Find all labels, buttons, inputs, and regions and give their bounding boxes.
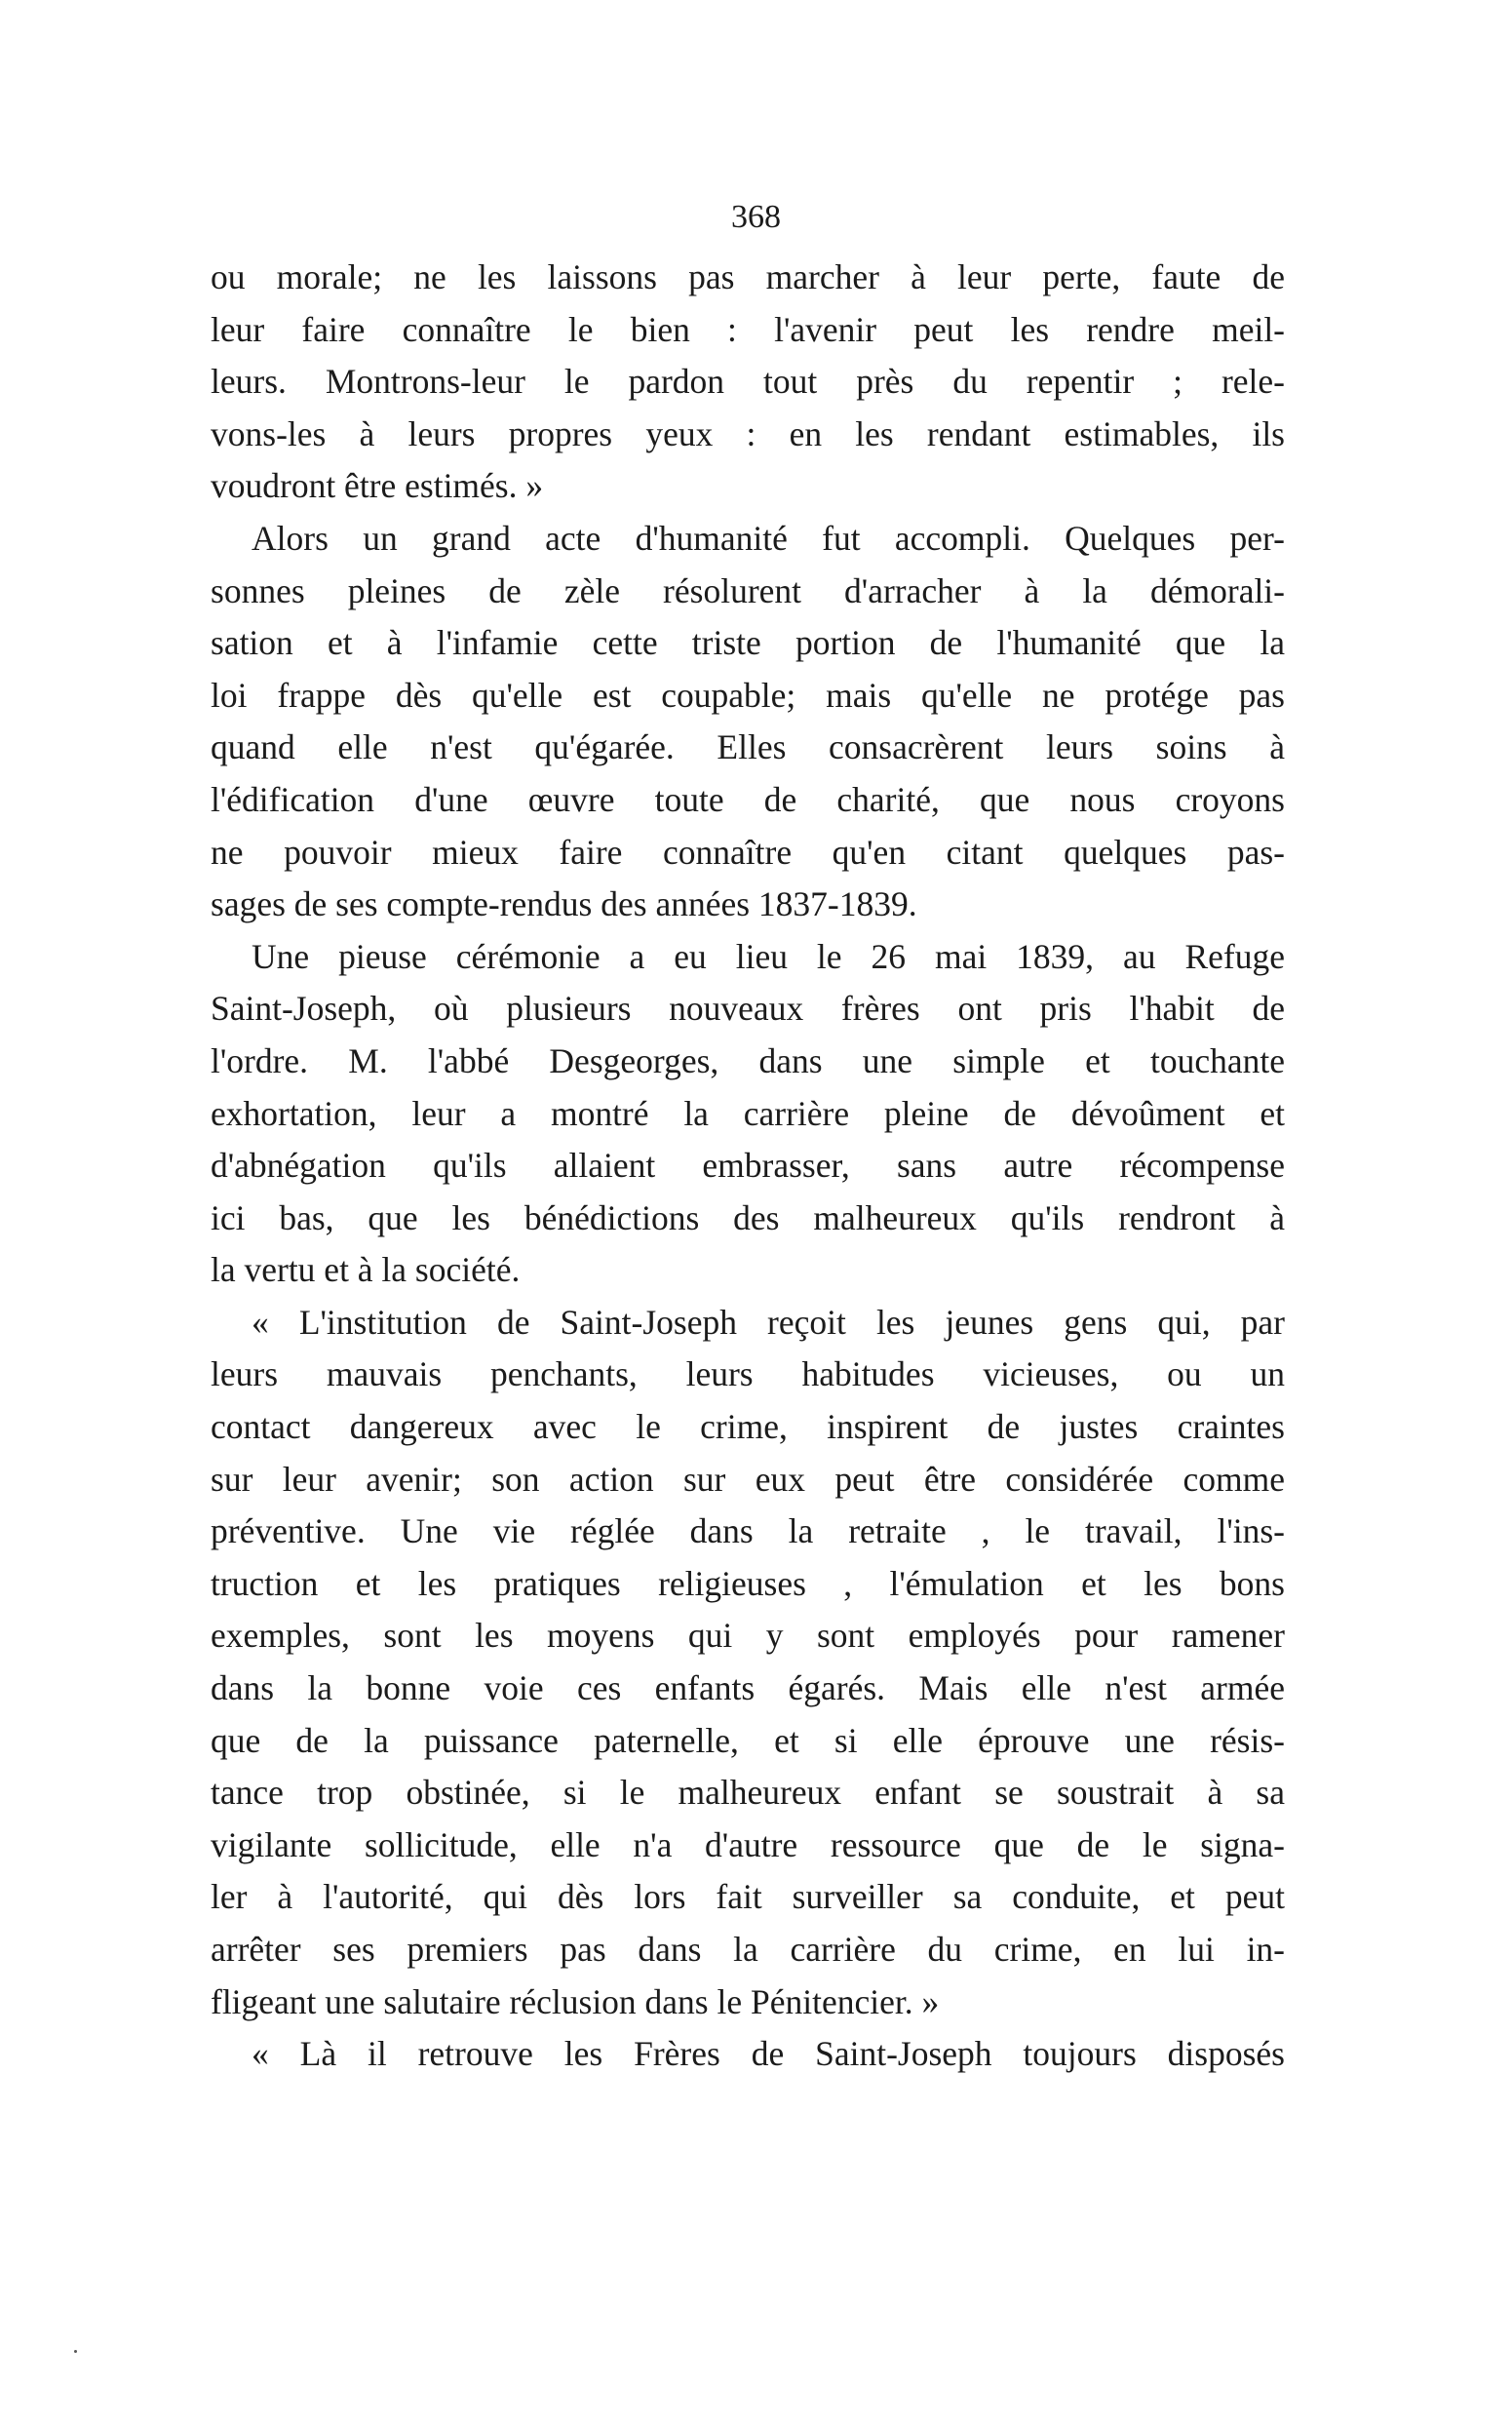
text-line: dans la bonne voie ces enfants égarés. Mais elle n'est armée [211, 1668, 1285, 1708]
text-line: contact dangereux avec le crime, inspirent de justes craintes [211, 1407, 1285, 1447]
text-line: leur faire connaître le bien : l'avenir peut les rendre meil- [211, 309, 1285, 349]
text-line: Alors un grand acte d'humanité fut accompli. Quelques per- [252, 518, 1285, 558]
text-line: sages de ses compte-rendus des années 1837-1839. [211, 884, 917, 924]
text-line: leurs mauvais penchants, leurs habitudes vicieuses, ou un [211, 1354, 1285, 1394]
text-line: ler à l'autorité, qui dès lors fait surveiller sa conduite, et peut [211, 1877, 1285, 1917]
text-line: Saint-Joseph, où plusieurs nouveaux frères ont pris l'habit de [211, 989, 1285, 1029]
text-line: tance trop obstinée, si le malheureux enfant se soustrait à sa [211, 1773, 1285, 1813]
text-line: ou morale; ne les laissons pas marcher à leur perte, faute de [211, 257, 1285, 296]
text-line: l'édification d'une œuvre toute de charité, que nous croyons [211, 779, 1285, 819]
text-line: quand elle n'est qu'égarée. Elles consacrèrent leurs soins à [211, 727, 1285, 767]
text-line: exhortation, leur a montré la carrière pleine de dévoûment et [211, 1093, 1285, 1133]
text-line: d'abnégation qu'ils allaient embrasser, sans autre récompense [211, 1146, 1285, 1186]
text-line: sonnes pleines de zèle résolurent d'arracher à la démorali- [211, 570, 1285, 610]
text-line: vons-les à leurs propres yeux : en les rendant estimables, ils [211, 413, 1285, 453]
text-line: préventive. Une vie réglée dans la retraite , le travail, l'ins- [211, 1511, 1285, 1551]
paper-speck [74, 2350, 77, 2353]
text-line: leurs. Montrons-leur le pardon tout près du repentir ; rele- [211, 362, 1285, 402]
text-line: ici bas, que les bénédictions des malheureux qu'ils rendront à [211, 1197, 1285, 1237]
text-line: « L'institution de Saint-Joseph reçoit les jeunes gens qui, par [252, 1302, 1285, 1342]
text-line: loi frappe dès qu'elle est coupable; mais qu'elle ne protége pas [211, 675, 1285, 715]
text-line: ne pouvoir mieux faire connaître qu'en citant quelques pas- [211, 832, 1285, 872]
text-line: l'ordre. M. l'abbé Desgeorges, dans une simple et touchante [211, 1040, 1285, 1080]
text-line: exemples, sont les moyens qui y sont employés pour ramener [211, 1616, 1285, 1656]
text-line: truction et les pratiques religieuses , l'émulation et les bons [211, 1563, 1285, 1603]
body-text [211, 252, 1285, 2081]
text-line: arrêter ses premiers pas dans la carrière du crime, en lui in- [211, 1930, 1285, 1969]
text-line: Une pieuse cérémonie a eu lieu le 26 mai 1839, au Refuge [252, 936, 1285, 976]
text-line: vigilante sollicitude, elle n'a d'autre ressource que de le signa- [211, 1824, 1285, 1864]
page-number: 368 [731, 199, 781, 235]
text-line: voudront être estimés. » [211, 466, 544, 506]
text-line: sation et à l'infamie cette triste portion de l'humanité que la [211, 623, 1285, 663]
text-line: « Là il retrouve les Frères de Saint-Joseph toujours disposés [252, 2034, 1285, 2074]
text-line: fligeant une salutaire réclusion dans le Pénitencier. » [211, 1981, 940, 2021]
text-line: que de la puissance paternelle, et si elle éprouve une résis- [211, 1720, 1285, 1760]
text-line: sur leur avenir; son action sur eux peut être considérée comme [211, 1459, 1285, 1499]
text-line: la vertu et à la société. [211, 1250, 521, 1290]
